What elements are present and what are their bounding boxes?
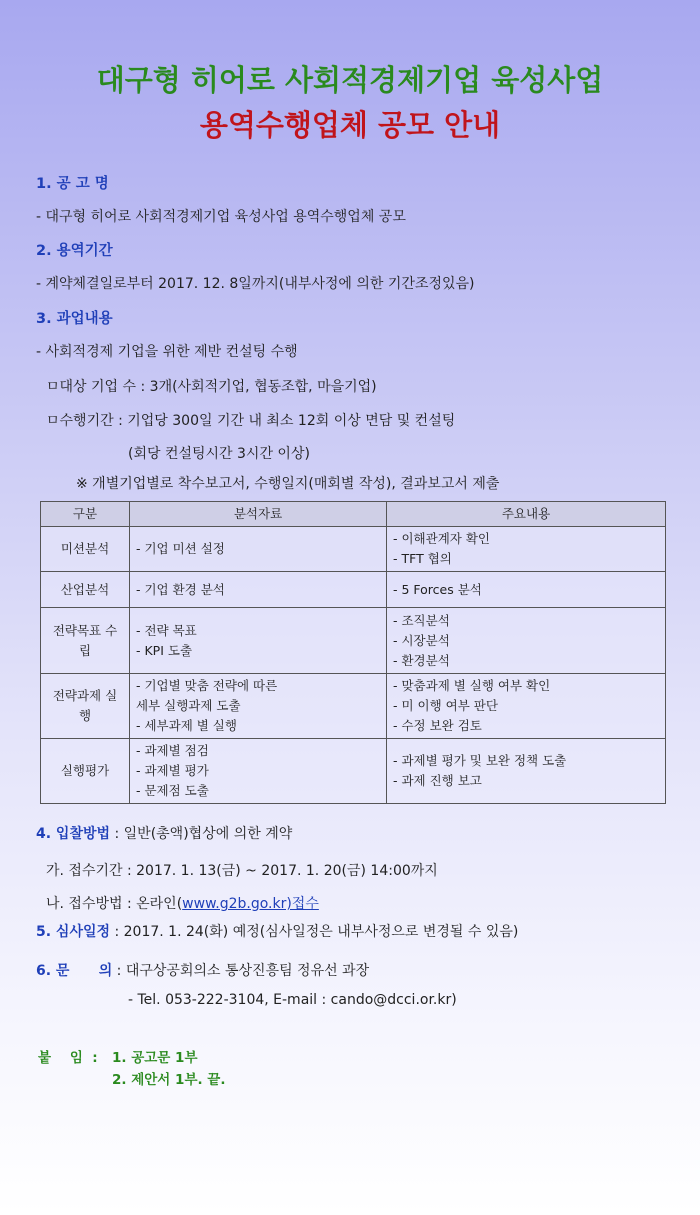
execution-period: ㅁ수행기간 : 기업당 300일 기간 내 최소 12회 이상 면담 및 컨설팅: [46, 413, 456, 429]
content-line: - 조직분석: [393, 612, 450, 628]
attachment-item-1: 1. 공고문 1부: [112, 1050, 198, 1066]
bid-method: [36, 823, 292, 843]
content-line: - 수정 보완 검토: [393, 718, 482, 733]
row-content: [387, 572, 666, 608]
row-category: 미션분석: [41, 527, 130, 572]
review-text: : 2017. 1. 24(화) 예정(심사일정은 내부사정으로 변경될 수 있음): [110, 924, 519, 940]
bid-heading: 4. 입찰방법: [36, 826, 111, 842]
row-analysis: [130, 608, 387, 674]
table-row: [41, 572, 666, 608]
row-category: 산업분석: [41, 572, 130, 608]
analysis-line: - 문제점 도출: [136, 783, 209, 798]
contact: [36, 960, 369, 980]
target-companies: ㅁ대상 기업 수 : 3개(사회적기업, 협동조합, 마을기업): [46, 379, 377, 395]
section-2-heading: 2. 용역기간: [36, 243, 113, 259]
row-analysis: [130, 572, 387, 608]
section-1-text: - 대구형 히어로 사회적경제기업 육성사업 용역수행업체 공모: [36, 209, 406, 225]
execution-period-note: (회당 컨설팅시간 3시간 이상): [128, 446, 310, 462]
row-category: 실행평가: [41, 739, 130, 804]
analysis-line: - 전략 목표: [136, 622, 197, 638]
title-line-1: 대구형 히어로 사회적경제기업 육성사업: [96, 63, 604, 97]
contact-text: : 대구상공회의소 통상진흥팀 정유선 과장: [112, 963, 370, 979]
table-row: [41, 739, 666, 804]
row-content: [387, 674, 666, 739]
analysis-line: - 과제별 점검: [136, 743, 209, 758]
contact-heading: 6. 문 의: [36, 963, 113, 979]
analysis-line: - 기업 미션 설정: [136, 541, 225, 556]
receipt-method: [46, 893, 319, 913]
task-table: [40, 501, 666, 804]
table-row: [41, 674, 666, 739]
content-line: - 맞춤과제 별 실행 여부 확인: [393, 678, 551, 693]
row-content: [387, 608, 666, 674]
row-content: [387, 527, 666, 572]
content-line: - 5 Forces 분석: [393, 581, 482, 597]
analysis-line: - KPI 도출: [136, 642, 193, 658]
receipt-method-prefix: 나. 접수방법 : 온라인(: [46, 896, 183, 912]
review-heading: 5. 심사일정: [36, 924, 111, 940]
row-content: [387, 739, 666, 804]
section-2-text: - 계약체결일로부터 2017. 12. 8일까지(내부사정에 의한 기간조정있음): [36, 276, 475, 292]
title-line-2: 용역수행업체 공모 안내: [199, 108, 501, 142]
attachment-item-2: 2. 제안서 1부. 끝.: [112, 1072, 226, 1088]
analysis-line: - 세부과제 별 실행: [136, 718, 237, 733]
row-analysis: [130, 739, 387, 804]
table-row: [41, 608, 666, 674]
receipt-period: 가. 접수기간 : 2017. 1. 13(금) ~ 2017. 1. 20(금) 14:00까지: [46, 863, 438, 879]
attachment-label: 붙 임 :: [38, 1050, 98, 1066]
analysis-line: - 기업 환경 분석: [136, 581, 225, 597]
analysis-line: - 기업별 맞춤 전략에 따른: [136, 678, 278, 693]
content-line: - 시장분석: [393, 632, 450, 648]
row-analysis: [130, 527, 387, 572]
header-analysis: 분석자료: [130, 502, 387, 527]
row-category: 전략과제 실행: [41, 674, 130, 739]
content-line: - TFT 협의: [393, 551, 452, 566]
contact-tel-email: - Tel. 053-222-3104, E-mail : cando@dcci.or.kr): [128, 992, 457, 1008]
row-category: 전략목표 수립: [41, 608, 130, 674]
content-line: - 미 이행 여부 판단: [393, 698, 498, 713]
analysis-line: - 과제별 평가: [136, 763, 209, 778]
header-category: 구분: [41, 502, 130, 527]
table-row: [41, 527, 666, 572]
report-note: ※ 개별기업별로 착수보고서, 수행일지(매회별 작성), 결과보고서 제출: [76, 476, 500, 492]
header-content: 주요내용: [387, 502, 666, 527]
content-line: - 과제별 평가 및 보완 정책 도출: [393, 753, 567, 768]
table-header-row: [41, 502, 666, 527]
row-analysis: [130, 674, 387, 739]
content-line: - 이해관계자 확인: [393, 531, 490, 546]
content-line: - 환경분석: [393, 652, 450, 668]
analysis-line: 세부 실행과제 도출: [136, 698, 241, 713]
bid-text: : 일반(총액)협상에 의한 계약: [110, 826, 293, 842]
g2b-link[interactable]: www.g2b.go.kr)접수: [182, 896, 319, 912]
review-schedule: [36, 921, 518, 941]
section-3-text: - 사회적경제 기업을 위한 제반 컨설팅 수행: [36, 344, 298, 360]
section-1-heading: 1. 공 고 명: [36, 176, 109, 192]
content-line: - 과제 진행 보고: [393, 773, 482, 788]
section-3-heading: 3. 과업내용: [36, 311, 113, 327]
